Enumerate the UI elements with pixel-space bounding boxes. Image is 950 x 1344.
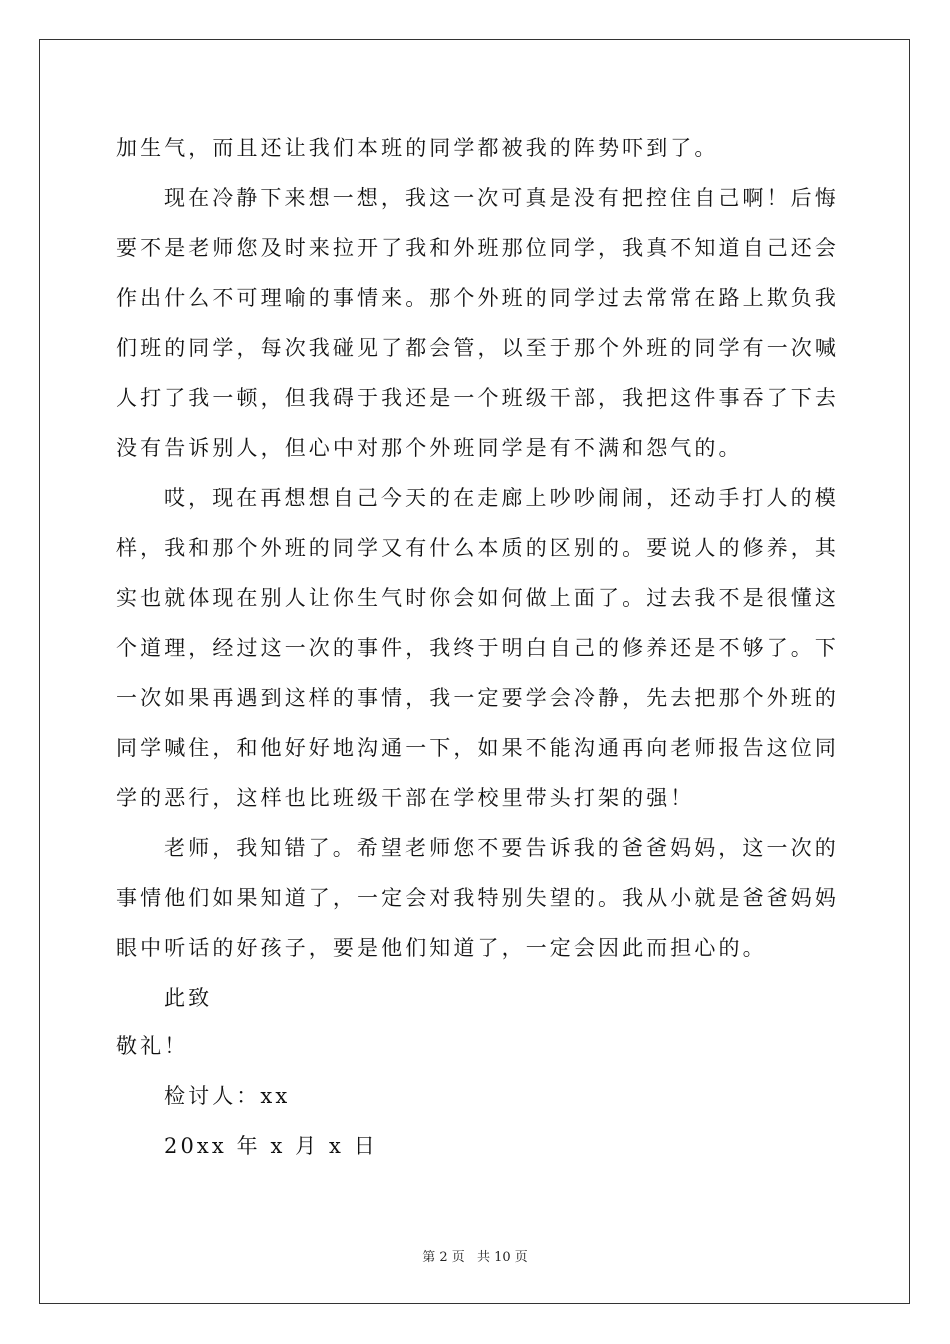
body-line: 学的恶行，这样也比班级干部在学校里带头打架的强！	[116, 786, 695, 810]
body-line: 实也就体现在别人让你生气时你会如何做上面了。过去我不是很懂这	[116, 586, 839, 610]
body-line: 眼中听话的好孩子，要是他们知道了，一定会因此而担心的。	[116, 936, 767, 960]
body-line: 老师，我知错了。希望老师您不要告诉我的爸爸妈妈，这一次的	[164, 836, 839, 860]
body-line: 一次如果再遇到这样的事情，我一定要学会冷静，先去把那个外班的	[116, 686, 839, 710]
body-line: 要不是老师您及时来拉开了我和外班那位同学，我真不知道自己还会	[116, 236, 839, 260]
body-line: 们班的同学，每次我碰见了都会管，以至于那个外班的同学有一次喊	[116, 336, 839, 360]
body-line: 事情他们如果知道了，一定会对我特别失望的。我从小就是爸爸妈妈	[116, 886, 839, 910]
body-line: 个道理，经过这一次的事件，我终于明白自己的修养还是不够了。下	[116, 636, 839, 660]
body-line: 加生气，而且还让我们本班的同学都被我的阵势吓到了。	[116, 136, 719, 160]
body-line: 没有告诉别人，但心中对那个外班同学是有不满和怨气的。	[116, 436, 743, 460]
body-line: 作出什么不可理喻的事情来。那个外班的同学过去常常在路上欺负我	[116, 286, 839, 310]
body-line: 现在冷静下来想一想，我这一次可真是没有把控住自己啊！后悔	[164, 186, 839, 210]
closing-respect: 敬礼！	[116, 1034, 189, 1058]
page-total: 共 10 页	[476, 1250, 528, 1265]
body-line: 同学喊住，和他好好地沟通一下，如果不能沟通再向老师报告这位同	[116, 736, 839, 760]
body-line: 人打了我一顿，但我碍于我还是一个班级干部，我把这件事吞了下去	[116, 386, 839, 410]
date-line: 20xx 年 x 月 x 日	[164, 1134, 378, 1158]
page-frame	[39, 39, 910, 1304]
body-line: 样，我和那个外班的同学又有什么本质的区别的。要说人的修养，其	[116, 536, 839, 560]
page-footer	[0, 1246, 950, 1265]
closing-salutation: 此致	[164, 986, 213, 1010]
signature-line: 检讨人：xx	[164, 1084, 291, 1108]
body-line: 哎，现在再想想自己今天的在走廊上吵吵闹闹，还动手打人的模	[164, 486, 839, 510]
page-number: 第 2 页	[422, 1250, 465, 1265]
